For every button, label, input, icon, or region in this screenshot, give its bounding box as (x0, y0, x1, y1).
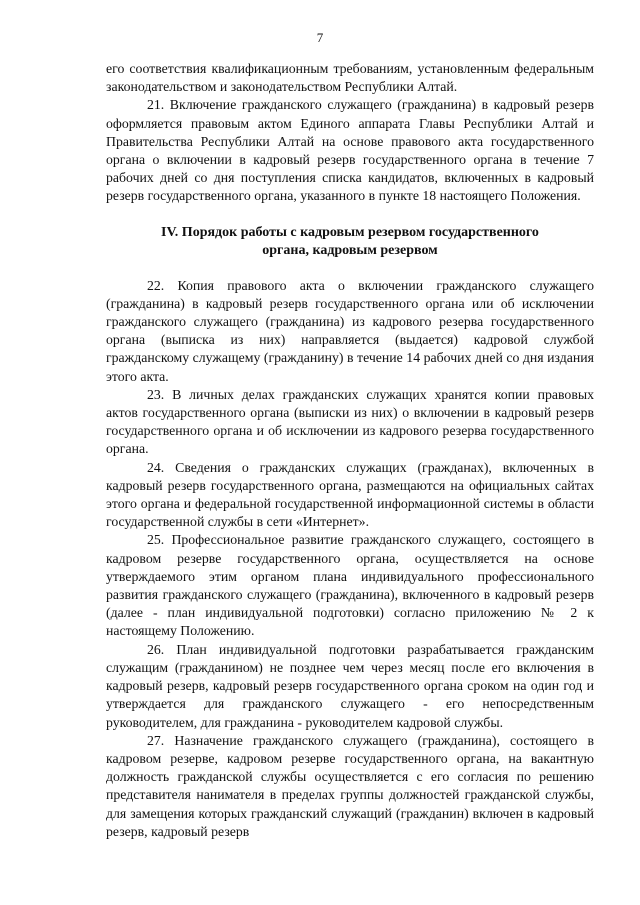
paragraph-26: 26. План индивидуальной подготовки разрабатывается гражданским служащим (гражданином) не позднее чем через месяц после его включения в кадровый резерв, кадровый резерв государственного органа сроком на один год и утверждается для гражданского служащего - его непосредственным руководителем, для гражданина - руководителем кадровой службы. (106, 641, 594, 730)
paragraph-24: 24. Сведения о гражданских служащих (гражданах), включенных в кадровый резерв государственного органа, размещаются на официальных сайтах этого органа и федеральной государственной информационной системы в области государственной службы в сети «Интернет». (106, 459, 594, 530)
paragraph-23: 23. В личных делах гражданских служащих хранятся копии правовых актов государственного органа (выписки из них) о включении в кадровый резерв государственного органа и об исключении из кадрового резерва государственного органа. (106, 386, 594, 457)
page-number: 7 (316, 30, 324, 45)
section-heading (106, 224, 594, 260)
section-heading-line-2: органа, кадровым резервом (262, 242, 438, 258)
section-heading-line-1: IV. Порядок работы с кадровым резервом государственного (161, 224, 539, 240)
paragraph-21: 21. Включение гражданского служащего (гражданина) в кадровый резерв оформляется правовым актом Единого аппарата Главы Республики Алтай и Правительства Республики Алтай на основе правового акта государственного органа о включении в кадровый резерв государственного органа в течение 7 рабочих дней со дня поступления списка кандидатов, включенных в кадровый резерв государственного органа, указанного в пункте 18 настоящего Положения. (106, 97, 594, 204)
document-body (106, 60, 594, 841)
paragraph-27: 27. Назначение гражданского служащего (гражданина), состоящего в кадровом резерве, кадровом резерве государственного органа, на вакантную должность гражданской службы осуществляется с его согласия по решению представителя нанимателя в пределах группы должностей гражданской службы, для замещения которых гражданский служащий (гражданин) включен в кадровый резерв, кадровый резерв (106, 732, 594, 839)
paragraph-25: 25. Профессиональное развитие гражданского служащего, состоящего в кадровом резерве государственного органа, осуществляется на основе утверждаемого этим органом плана индивидуального профессионального развития гражданского служащего (гражданина), включенного в кадровый резерв (далее - план индивидуальной подготовки) согласно приложению № 2 к настоящему Положению. (106, 532, 594, 639)
paragraph-22: 22. Копия правового акта о включении гражданского служащего (гражданина) в кадровый резерв государственного органа или об исключении гражданского служащего (гражданина) из кадрового резерва государственного органа (выписка из них) направляется (выдается) кадровой службой гражданскому служащему (гражданину) в течение 14 рабочих дней со дня издания этого акта. (106, 277, 594, 384)
paragraph-continuation: его соответствия квалификационным требованиям, установленным федеральным законодательством и законодательством Республики Алтай. (106, 61, 594, 95)
